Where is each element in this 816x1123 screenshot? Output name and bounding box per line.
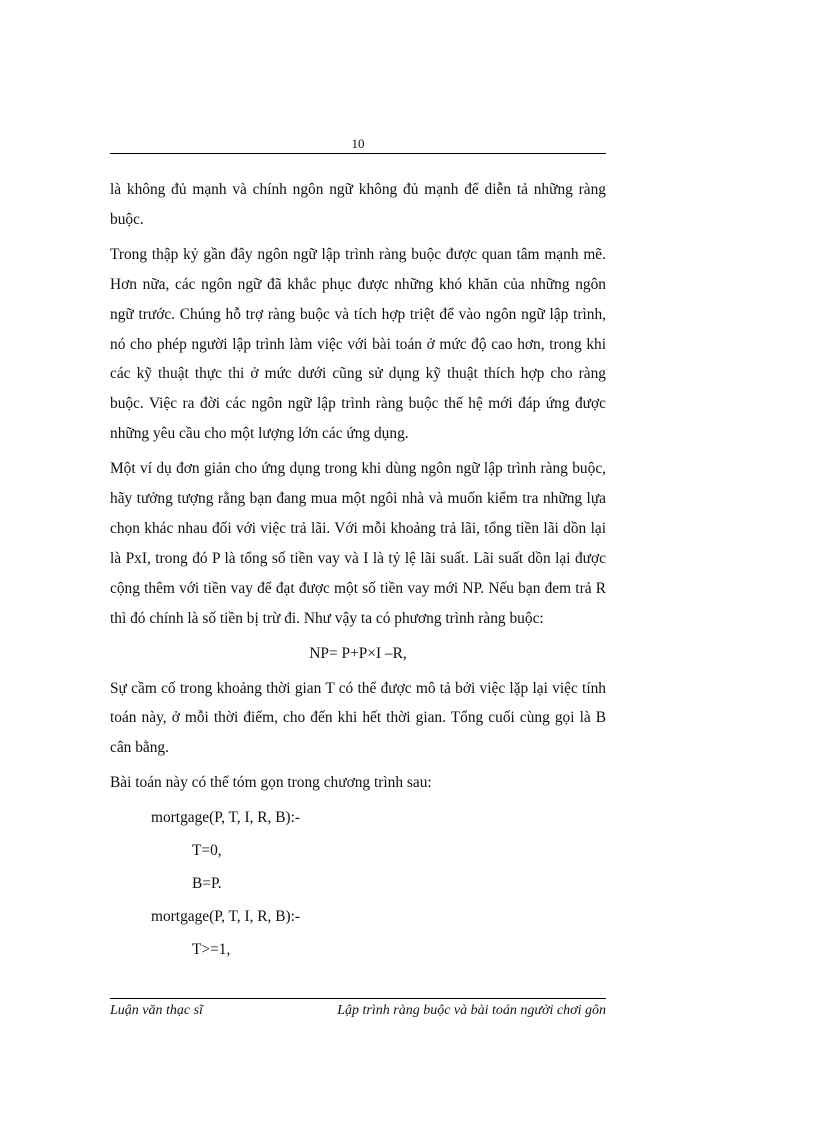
paragraph: Bài toán này có thể tóm gọn trong chương trình sau: — [110, 774, 432, 792]
footer-thesis-title: Lập trình ràng buộc và bài toán người chơi gôn — [337, 1003, 606, 1018]
paragraph: Một ví dụ đơn giản cho ứng dụng trong khi dùng ngôn ngữ lập trình ràng buộc, hãy tưởng tượng rằng bạn đang mua một ngôi nhà và muốn kiểm tra những lựa chọn khác nhau đối với việc trả lãi. Với mỗi khoảng trả lãi, tổng tiền lãi dồn lại là PxI, trong đó P là tổng số tiền vay và I là tỷ lệ lãi suất. Lãi suất dồn lại được cộng thêm với tiền vay để đạt được một số tiền vay mới NP. Nếu bạn đem trả R thì đó chính là số tiền bị trừ đi. Như vậy ta có phương trình ràng buộc: — [110, 460, 606, 627]
document-body — [110, 175, 606, 968]
footer-thesis-type: Luận văn thạc sĩ — [110, 1003, 203, 1018]
page-number: 10 — [351, 136, 365, 151]
code-line: T=0, — [192, 842, 222, 860]
code-line: T>=1, — [192, 940, 231, 958]
paragraph: Trong thập kỷ gần đây ngôn ngữ lập trình ràng buộc được quan tâm mạnh mẽ. Hơn nữa, các ngôn ngữ đã khắc phục được những khó khăn của những ngôn ngữ trước. Chúng hỗ trợ ràng buộc và tích hợp triệt để vào ngôn ngữ lập trình, nó cho phép người lập trình làm việc với bài toán ở mức độ cao hơn, trong khi các kỹ thuật thực thi ở mức dưới cũng sử dụng kỹ thuật thích hợp cho ràng buộc. Việc ra đời các ngôn ngữ lập trình ràng buộc thế hệ mới đáp ứng được những yêu cầu cho một lượng lớn các ứng dụng. — [110, 245, 606, 443]
paragraph: là không đủ mạnh và chính ngôn ngữ không đủ mạnh để diễn tả những ràng buộc. — [110, 181, 606, 228]
footer-divider — [110, 998, 606, 999]
paragraph: Sự cầm cố trong khoảng thời gian T có thể được mô tả bởi việc lặp lại việc tính toán này, ở mỗi thời điểm, cho đến khi hết thời gian. Tổng cuối cùng gọi là B cân bằng. — [110, 679, 606, 757]
code-line: mortgage(P, T, I, R, B):- — [151, 907, 301, 925]
constraint-equation: NP= P+P×I –R, — [309, 644, 407, 662]
code-line: mortgage(P, T, I, R, B):- — [151, 809, 301, 827]
header-divider — [110, 153, 606, 154]
code-line: B=P. — [192, 874, 222, 892]
